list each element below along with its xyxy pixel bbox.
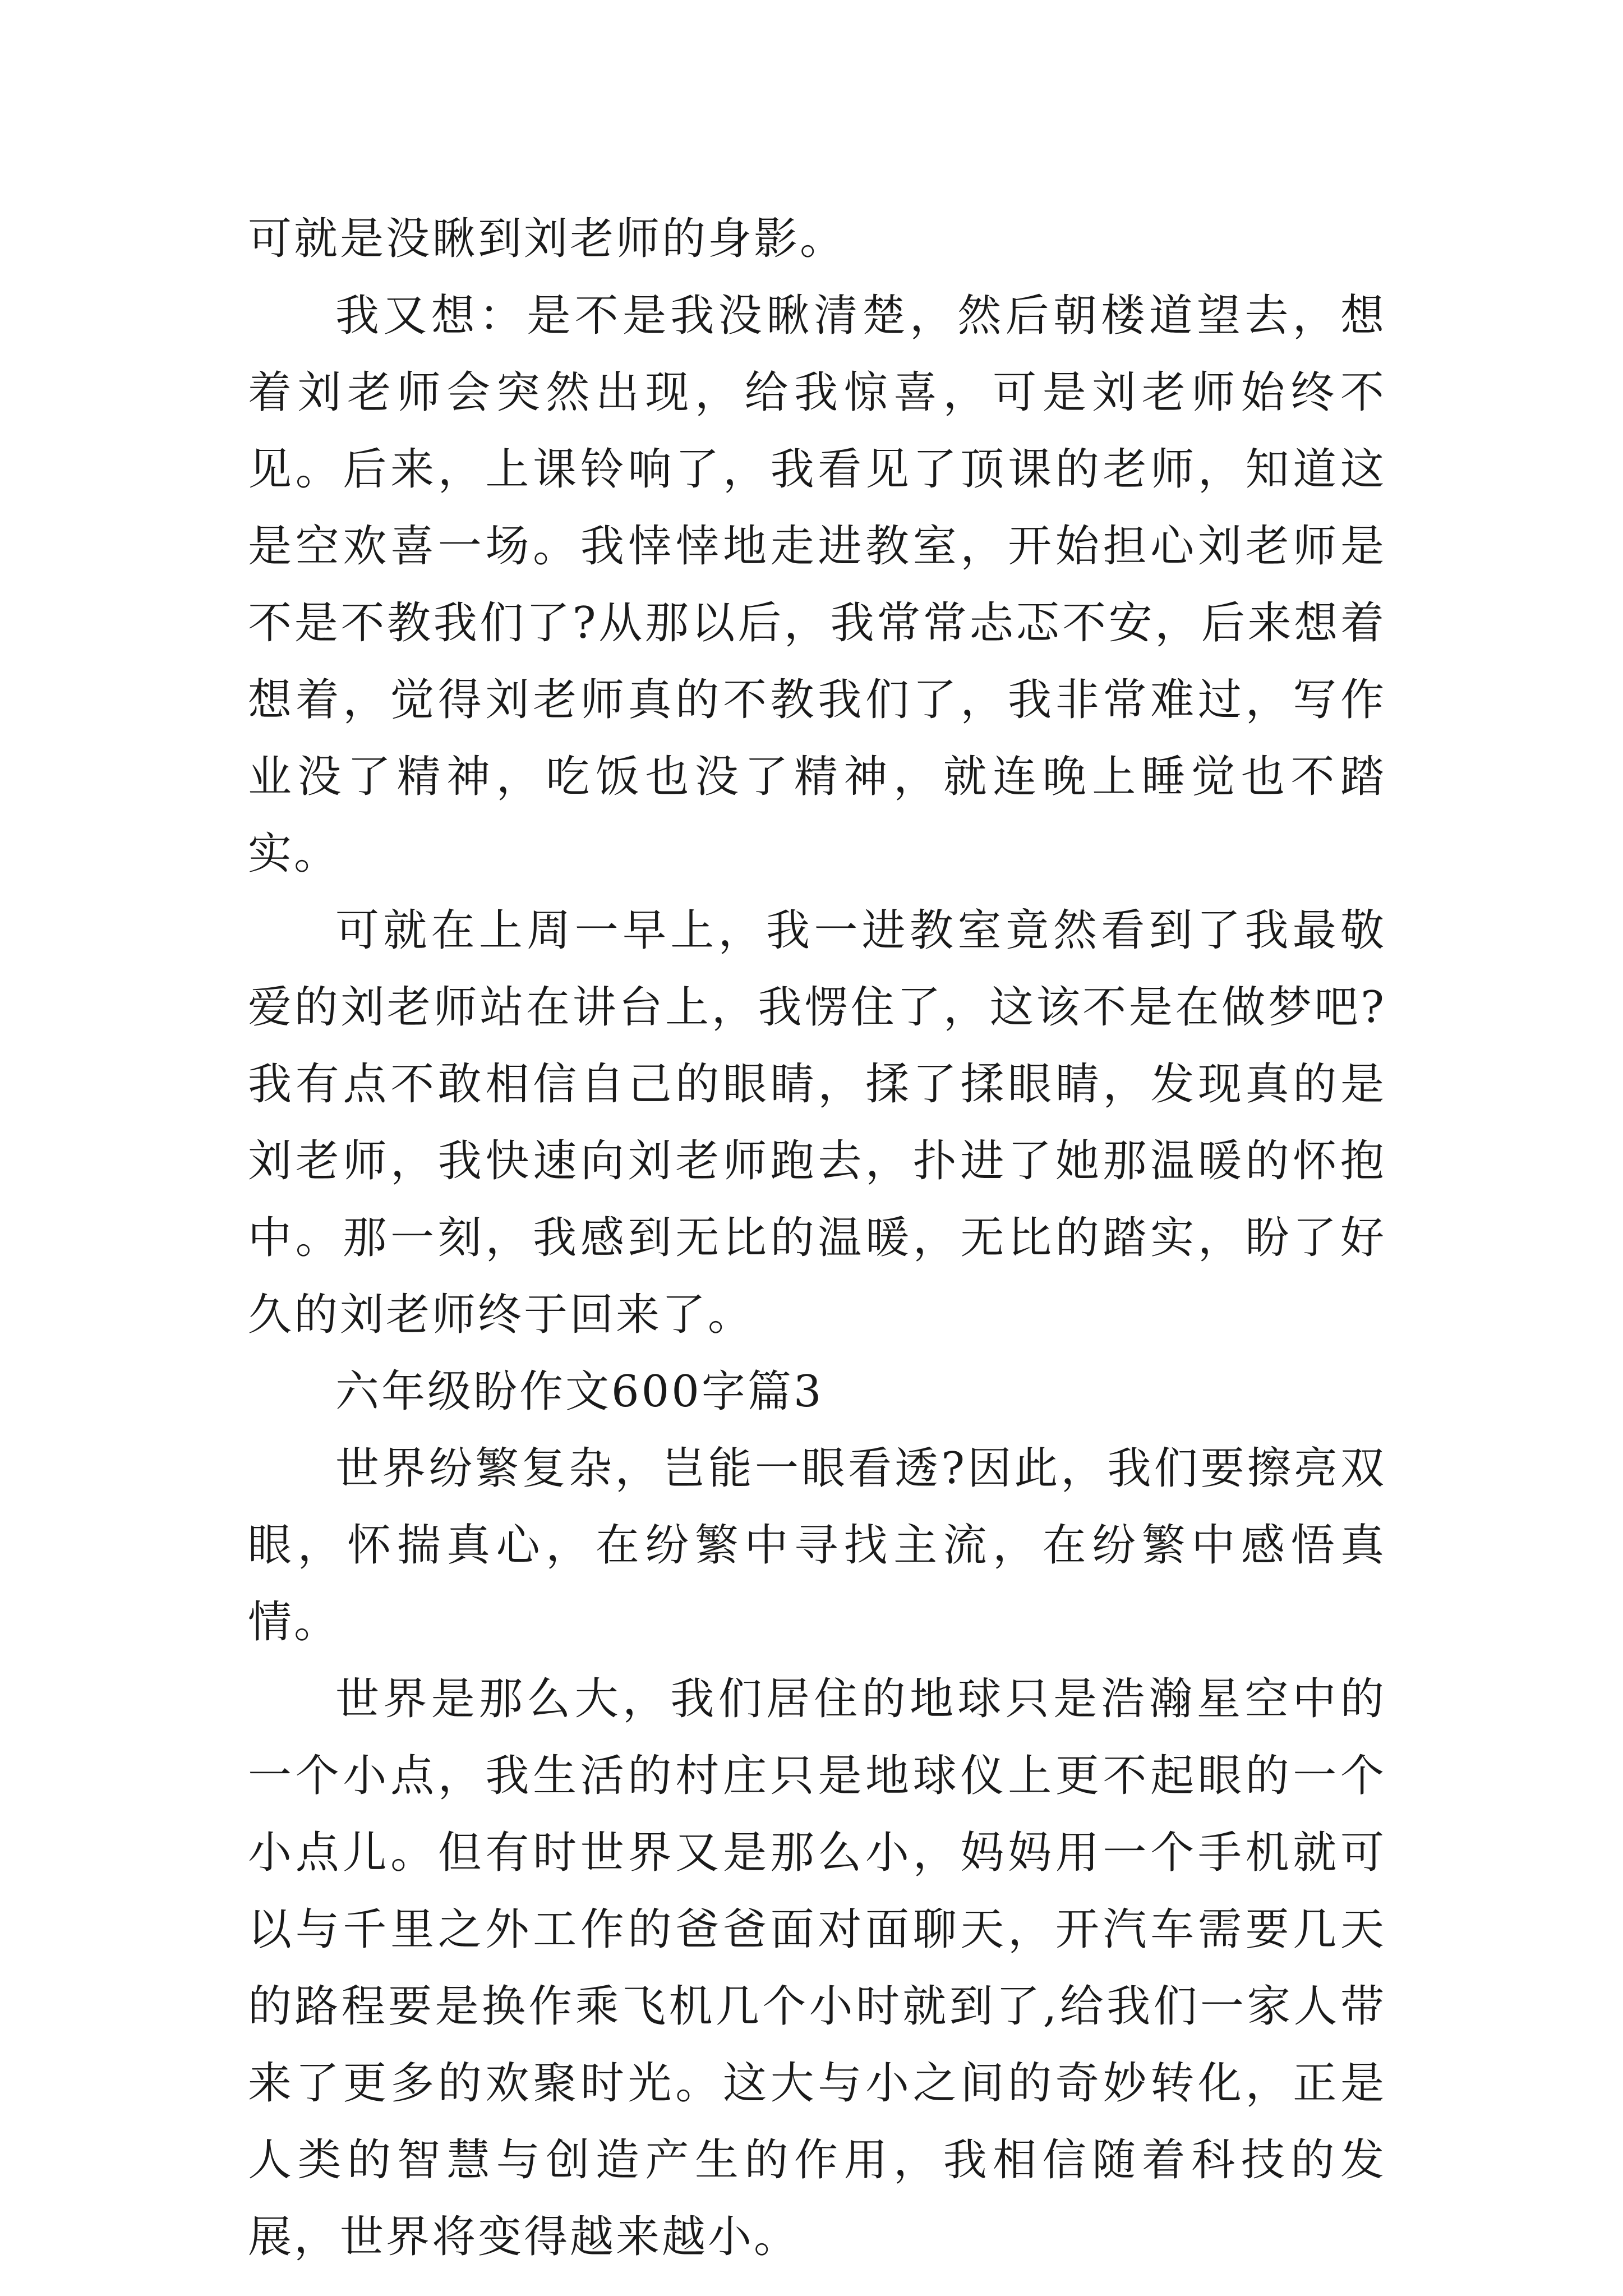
document-body bbox=[248, 201, 1386, 2276]
paragraph-3: 可就在上周一早上，我一进教室竟然看到了我最敬爱的刘老师站在讲台上，我愣住了，这该不是在做梦吧?我有点不敢相信自己的眼睛，揉了揉眼睛，发现真的是刘老师，我快速向刘老师跑去，扑进了她那温暖的怀抱中。那一刻，我感到无比的温暖，无比的踏实，盼了好久的刘老师终于回来了。 bbox=[248, 905, 1386, 1340]
paragraph-2: 我又想：是不是我没瞅清楚，然后朝楼道望去，想着刘老师会突然出现，给我惊喜，可是刘老师始终不见。后来，上课铃响了，我看见了顶课的老师，知道这是空欢喜一场。我悻悻地走进教室，开始担心刘老师是不是不教我们了?从那以后，我常常忐忑不安，后来想着想着，觉得刘老师真的不教我们了，我非常难过，写作业没了精神，吃饭也没了精神，就连晚上睡觉也不踏实。 bbox=[248, 291, 1386, 879]
section-heading: 六年级盼作文600字篇3 bbox=[335, 1366, 824, 1417]
paragraph-4: 世界纷繁复杂，岂能一眼看透?因此，我们要擦亮双眼，怀揣真心，在纷繁中寻找主流，在纷繁中感悟真情。 bbox=[248, 1443, 1386, 1648]
paragraph-1: 可就是没瞅到刘老师的身影。 bbox=[248, 214, 846, 264]
paragraph-5: 世界是那么大，我们居住的地球只是浩瀚星空中的一个小点，我生活的村庄只是地球仪上更不起眼的一个小点儿。但有时世界又是那么小，妈妈用一个手机就可以与千里之外工作的爸爸面对面聊天，开汽车需要几天的路程要是换作乘飞机几个小时就到了,给我们一家人带来了更多的欢聚时光。这大与小之间的奇妙转化，正是人类的智慧与创造产生的作用，我相信随着科技的发展，世界将变得越来越小。 bbox=[248, 1674, 1386, 2262]
